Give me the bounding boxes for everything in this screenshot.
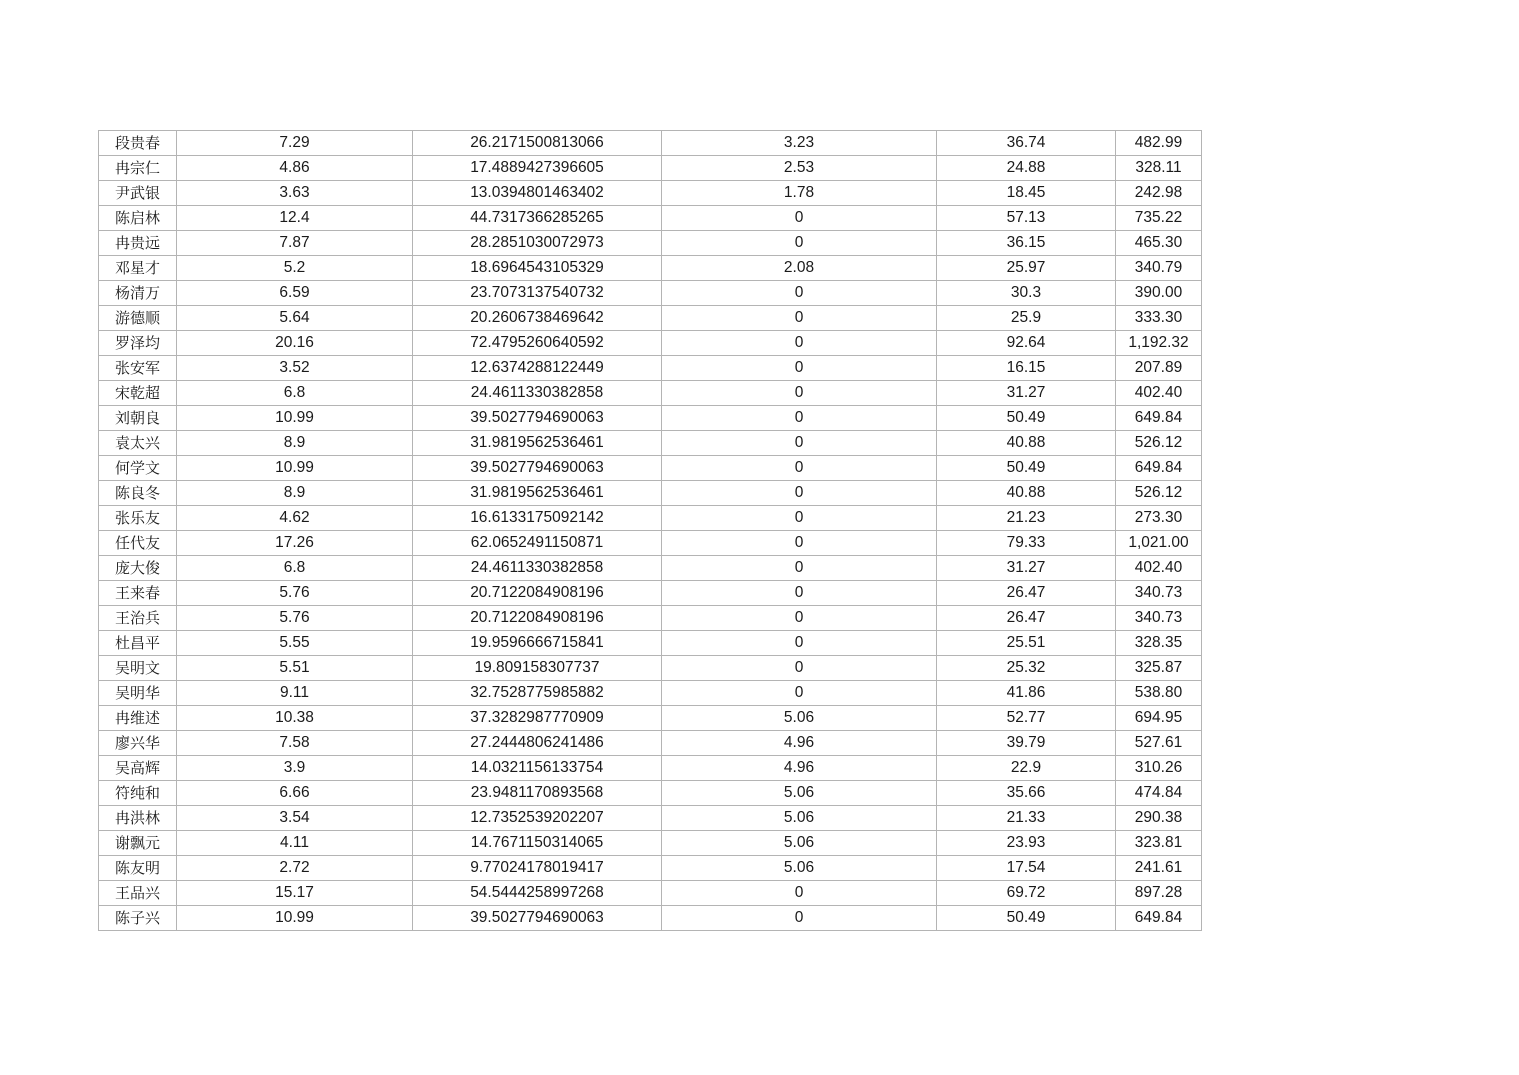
value-cell-1: 6.66 (177, 781, 413, 806)
value-cell-2: 12.7352539202207 (413, 806, 662, 831)
table-row (99, 756, 1202, 781)
value-cell-4: 23.93 (937, 831, 1116, 856)
value-cell-1: 17.26 (177, 531, 413, 556)
value-cell-3: 0 (662, 606, 937, 631)
table-row (99, 506, 1202, 531)
value-cell-4: 40.88 (937, 431, 1116, 456)
name-cell: 冉贵远 (99, 231, 177, 256)
amount-cell: 402.40 (1116, 381, 1202, 406)
value-cell-3: 2.53 (662, 156, 937, 181)
value-cell-4: 57.13 (937, 206, 1116, 231)
table-row (99, 681, 1202, 706)
table-row (99, 181, 1202, 206)
name-cell: 段贵春 (99, 131, 177, 156)
value-cell-1: 3.63 (177, 181, 413, 206)
value-cell-4: 92.64 (937, 331, 1116, 356)
value-cell-4: 52.77 (937, 706, 1116, 731)
value-cell-4: 22.9 (937, 756, 1116, 781)
value-cell-3: 0 (662, 656, 937, 681)
name-cell: 冉宗仁 (99, 156, 177, 181)
value-cell-3: 5.06 (662, 856, 937, 881)
value-cell-4: 40.88 (937, 481, 1116, 506)
table-row (99, 131, 1202, 156)
value-cell-1: 8.9 (177, 431, 413, 456)
name-cell: 王治兵 (99, 606, 177, 631)
amount-cell: 482.99 (1116, 131, 1202, 156)
value-cell-3: 0 (662, 206, 937, 231)
value-cell-1: 4.86 (177, 156, 413, 181)
value-cell-2: 24.4611330382858 (413, 381, 662, 406)
amount-cell: 390.00 (1116, 281, 1202, 306)
table-row (99, 281, 1202, 306)
name-cell: 尹武银 (99, 181, 177, 206)
value-cell-2: 27.2444806241486 (413, 731, 662, 756)
amount-cell: 526.12 (1116, 481, 1202, 506)
value-cell-2: 20.7122084908196 (413, 606, 662, 631)
amount-cell: 340.79 (1116, 256, 1202, 281)
value-cell-1: 7.29 (177, 131, 413, 156)
value-cell-2: 44.7317366285265 (413, 206, 662, 231)
value-cell-1: 6.8 (177, 381, 413, 406)
value-cell-1: 5.51 (177, 656, 413, 681)
value-cell-4: 36.74 (937, 131, 1116, 156)
amount-cell: 465.30 (1116, 231, 1202, 256)
table-row (99, 356, 1202, 381)
value-cell-3: 0 (662, 381, 937, 406)
value-cell-3: 0 (662, 631, 937, 656)
value-cell-2: 26.2171500813066 (413, 131, 662, 156)
value-cell-1: 3.54 (177, 806, 413, 831)
name-cell: 陈良冬 (99, 481, 177, 506)
name-cell: 廖兴华 (99, 731, 177, 756)
value-cell-2: 39.5027794690063 (413, 456, 662, 481)
value-cell-1: 7.87 (177, 231, 413, 256)
value-cell-1: 5.64 (177, 306, 413, 331)
table-row (99, 206, 1202, 231)
value-cell-3: 0 (662, 531, 937, 556)
table-body (99, 131, 1202, 931)
name-cell: 张乐友 (99, 506, 177, 531)
value-cell-3: 5.06 (662, 831, 937, 856)
value-cell-3: 5.06 (662, 806, 937, 831)
value-cell-1: 7.58 (177, 731, 413, 756)
value-cell-4: 17.54 (937, 856, 1116, 881)
value-cell-2: 17.4889427396605 (413, 156, 662, 181)
value-cell-4: 31.27 (937, 556, 1116, 581)
table-row (99, 231, 1202, 256)
value-cell-1: 5.76 (177, 606, 413, 631)
name-cell: 陈友明 (99, 856, 177, 881)
name-cell: 吴明华 (99, 681, 177, 706)
amount-cell: 242.98 (1116, 181, 1202, 206)
value-cell-2: 31.9819562536461 (413, 481, 662, 506)
name-cell: 陈启林 (99, 206, 177, 231)
value-cell-3: 0 (662, 231, 937, 256)
table-row (99, 606, 1202, 631)
table-row (99, 531, 1202, 556)
value-cell-2: 62.0652491150871 (413, 531, 662, 556)
value-cell-1: 5.55 (177, 631, 413, 656)
amount-cell: 328.35 (1116, 631, 1202, 656)
value-cell-1: 12.4 (177, 206, 413, 231)
amount-cell: 1,192.32 (1116, 331, 1202, 356)
name-cell: 宋乾超 (99, 381, 177, 406)
name-cell: 符纯和 (99, 781, 177, 806)
value-cell-1: 10.38 (177, 706, 413, 731)
value-cell-2: 31.9819562536461 (413, 431, 662, 456)
value-cell-2: 28.2851030072973 (413, 231, 662, 256)
table-row (99, 856, 1202, 881)
value-cell-3: 0 (662, 331, 937, 356)
value-cell-2: 13.0394801463402 (413, 181, 662, 206)
value-cell-4: 31.27 (937, 381, 1116, 406)
value-cell-1: 3.52 (177, 356, 413, 381)
amount-cell: 538.80 (1116, 681, 1202, 706)
value-cell-1: 10.99 (177, 906, 413, 931)
value-cell-4: 21.33 (937, 806, 1116, 831)
value-cell-4: 18.45 (937, 181, 1116, 206)
value-cell-1: 6.8 (177, 556, 413, 581)
name-cell: 任代友 (99, 531, 177, 556)
name-cell: 陈子兴 (99, 906, 177, 931)
name-cell: 袁太兴 (99, 431, 177, 456)
value-cell-4: 16.15 (937, 356, 1116, 381)
value-cell-3: 0 (662, 431, 937, 456)
value-cell-4: 50.49 (937, 406, 1116, 431)
table-row (99, 381, 1202, 406)
name-cell: 何学文 (99, 456, 177, 481)
amount-cell: 649.84 (1116, 456, 1202, 481)
value-cell-2: 23.9481170893568 (413, 781, 662, 806)
name-cell: 杨清万 (99, 281, 177, 306)
name-cell: 庞大俊 (99, 556, 177, 581)
amount-cell: 897.28 (1116, 881, 1202, 906)
value-cell-2: 16.6133175092142 (413, 506, 662, 531)
amount-cell: 340.73 (1116, 581, 1202, 606)
table-row (99, 881, 1202, 906)
value-cell-2: 18.6964543105329 (413, 256, 662, 281)
name-cell: 罗泽均 (99, 331, 177, 356)
table-row (99, 456, 1202, 481)
value-cell-4: 79.33 (937, 531, 1116, 556)
amount-cell: 290.38 (1116, 806, 1202, 831)
amount-cell: 273.30 (1116, 506, 1202, 531)
value-cell-1: 15.17 (177, 881, 413, 906)
value-cell-4: 21.23 (937, 506, 1116, 531)
value-cell-1: 2.72 (177, 856, 413, 881)
value-cell-4: 35.66 (937, 781, 1116, 806)
table-row (99, 581, 1202, 606)
value-cell-3: 4.96 (662, 731, 937, 756)
value-cell-3: 2.08 (662, 256, 937, 281)
value-cell-3: 1.78 (662, 181, 937, 206)
table-row (99, 556, 1202, 581)
amount-cell: 735.22 (1116, 206, 1202, 231)
value-cell-1: 9.11 (177, 681, 413, 706)
value-cell-3: 0 (662, 906, 937, 931)
table-row (99, 706, 1202, 731)
name-cell: 游德顺 (99, 306, 177, 331)
value-cell-4: 36.15 (937, 231, 1116, 256)
value-cell-2: 24.4611330382858 (413, 556, 662, 581)
value-cell-3: 0 (662, 581, 937, 606)
table-row (99, 331, 1202, 356)
value-cell-1: 5.2 (177, 256, 413, 281)
name-cell: 王品兴 (99, 881, 177, 906)
amount-cell: 1,021.00 (1116, 531, 1202, 556)
value-cell-4: 50.49 (937, 456, 1116, 481)
value-cell-2: 12.6374288122449 (413, 356, 662, 381)
amount-cell: 310.26 (1116, 756, 1202, 781)
table-row (99, 256, 1202, 281)
value-cell-3: 4.96 (662, 756, 937, 781)
value-cell-2: 54.5444258997268 (413, 881, 662, 906)
amount-cell: 241.61 (1116, 856, 1202, 881)
value-cell-4: 24.88 (937, 156, 1116, 181)
value-cell-1: 3.9 (177, 756, 413, 781)
value-cell-3: 5.06 (662, 706, 937, 731)
amount-cell: 323.81 (1116, 831, 1202, 856)
value-cell-3: 0 (662, 681, 937, 706)
value-cell-4: 50.49 (937, 906, 1116, 931)
value-cell-2: 39.5027794690063 (413, 406, 662, 431)
value-cell-2: 14.7671150314065 (413, 831, 662, 856)
amount-cell: 526.12 (1116, 431, 1202, 456)
amount-cell: 649.84 (1116, 906, 1202, 931)
table-row (99, 156, 1202, 181)
value-cell-2: 20.2606738469642 (413, 306, 662, 331)
value-cell-4: 25.32 (937, 656, 1116, 681)
table-row (99, 406, 1202, 431)
name-cell: 吴高辉 (99, 756, 177, 781)
value-cell-3: 0 (662, 881, 937, 906)
value-cell-4: 41.86 (937, 681, 1116, 706)
value-cell-1: 4.11 (177, 831, 413, 856)
value-cell-4: 25.9 (937, 306, 1116, 331)
value-cell-3: 0 (662, 556, 937, 581)
value-cell-1: 10.99 (177, 406, 413, 431)
value-cell-2: 72.4795260640592 (413, 331, 662, 356)
value-cell-2: 19.809158307737 (413, 656, 662, 681)
value-cell-1: 5.76 (177, 581, 413, 606)
amount-cell: 328.11 (1116, 156, 1202, 181)
amount-cell: 340.73 (1116, 606, 1202, 631)
value-cell-1: 4.62 (177, 506, 413, 531)
name-cell: 冉维述 (99, 706, 177, 731)
value-cell-3: 3.23 (662, 131, 937, 156)
table-row (99, 431, 1202, 456)
data-table (98, 130, 1202, 931)
value-cell-3: 0 (662, 481, 937, 506)
value-cell-1: 10.99 (177, 456, 413, 481)
name-cell: 张安军 (99, 356, 177, 381)
value-cell-2: 20.7122084908196 (413, 581, 662, 606)
amount-cell: 333.30 (1116, 306, 1202, 331)
amount-cell: 694.95 (1116, 706, 1202, 731)
table-row (99, 781, 1202, 806)
name-cell: 冉洪林 (99, 806, 177, 831)
name-cell: 谢飘元 (99, 831, 177, 856)
amount-cell: 474.84 (1116, 781, 1202, 806)
value-cell-4: 26.47 (937, 581, 1116, 606)
value-cell-2: 32.7528775985882 (413, 681, 662, 706)
value-cell-3: 5.06 (662, 781, 937, 806)
name-cell: 邓星才 (99, 256, 177, 281)
table-row (99, 631, 1202, 656)
value-cell-3: 0 (662, 306, 937, 331)
amount-cell: 207.89 (1116, 356, 1202, 381)
value-cell-2: 23.7073137540732 (413, 281, 662, 306)
amount-cell: 325.87 (1116, 656, 1202, 681)
table-row (99, 731, 1202, 756)
amount-cell: 527.61 (1116, 731, 1202, 756)
value-cell-4: 30.3 (937, 281, 1116, 306)
value-cell-1: 6.59 (177, 281, 413, 306)
value-cell-2: 37.3282987770909 (413, 706, 662, 731)
value-cell-3: 0 (662, 281, 937, 306)
value-cell-4: 39.79 (937, 731, 1116, 756)
value-cell-1: 20.16 (177, 331, 413, 356)
value-cell-2: 19.9596666715841 (413, 631, 662, 656)
value-cell-1: 8.9 (177, 481, 413, 506)
amount-cell: 649.84 (1116, 406, 1202, 431)
table-row (99, 306, 1202, 331)
value-cell-2: 14.0321156133754 (413, 756, 662, 781)
table-row (99, 481, 1202, 506)
value-cell-2: 39.5027794690063 (413, 906, 662, 931)
value-cell-3: 0 (662, 506, 937, 531)
name-cell: 吴明文 (99, 656, 177, 681)
amount-cell: 402.40 (1116, 556, 1202, 581)
table-row (99, 656, 1202, 681)
table-row (99, 906, 1202, 931)
value-cell-4: 26.47 (937, 606, 1116, 631)
table-row (99, 806, 1202, 831)
name-cell: 杜昌平 (99, 631, 177, 656)
table-row (99, 831, 1202, 856)
value-cell-3: 0 (662, 406, 937, 431)
value-cell-4: 25.97 (937, 256, 1116, 281)
value-cell-3: 0 (662, 456, 937, 481)
value-cell-2: 9.77024178019417 (413, 856, 662, 881)
name-cell: 刘朝良 (99, 406, 177, 431)
value-cell-4: 25.51 (937, 631, 1116, 656)
name-cell: 王来春 (99, 581, 177, 606)
value-cell-4: 69.72 (937, 881, 1116, 906)
value-cell-3: 0 (662, 356, 937, 381)
